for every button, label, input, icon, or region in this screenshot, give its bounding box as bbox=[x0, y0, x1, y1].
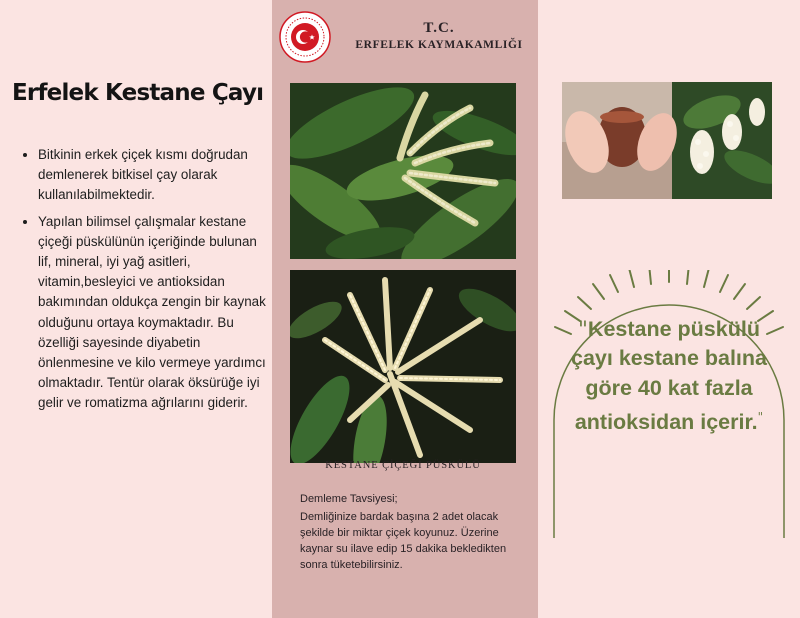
org-name: ERFELEK KAYMAKAMLIĞI bbox=[355, 39, 523, 51]
organization-header bbox=[344, 20, 534, 51]
quote-text bbox=[560, 315, 778, 438]
bullet-item: • Bitkinin erkek çiçek kısmı doğrudan demlenerek bitkisel çay olarak kullanılabilmektedir. bbox=[38, 145, 268, 206]
page-title: Erfelek Kestane Çayı bbox=[12, 80, 264, 106]
tea-cup-hands-photo bbox=[562, 82, 772, 199]
government-seal-icon bbox=[279, 11, 331, 63]
photo-caption: KESTANE ÇİÇEĞİ PÜSKÜLÜ bbox=[325, 460, 481, 471]
chestnut-flower-photo bbox=[290, 83, 516, 259]
org-line-1: T.C. bbox=[423, 20, 455, 36]
info-bullet-list bbox=[18, 145, 268, 420]
brewing-instructions: Demliğinize bardak başına 2 adet olacak şekilde bir miktar çiçek koyunuz. Üzerine kaynar su ilave edip 15 dakika bekledikten sonra tüketebilirsiniz. bbox=[300, 511, 507, 571]
right-panel bbox=[538, 0, 800, 618]
quote-open-mark: " bbox=[578, 317, 588, 342]
brewing-title: Demleme Tavsiyesi; bbox=[300, 493, 398, 505]
bullet-item: • Yapılan bilimsel çalışmalar kestane çiçeği püskülünün içeriğinde bulunan lif, mineral, iyi yağ asitleri, vitamin,besleyici ve antioksidan bakımından oldukça zengin bir kaynak olduğunu ortaya koymaktadır. Bu özelliği sayesinde diyabetin önlenmesine ve kilo vermeye yardımcı olmaktadır. Tentür olarak öksürüğe iyi gelir ve romatizma ağrılarını giderir. bbox=[38, 212, 268, 414]
left-panel bbox=[0, 0, 272, 618]
chestnut-catkin-photo bbox=[290, 270, 516, 463]
quote-body: Kestane püskülü çayı kestane balına göre 40 kat fazla antioksidan içerir. bbox=[571, 317, 767, 435]
quote-close-mark: " bbox=[757, 410, 764, 425]
middle-panel bbox=[272, 0, 538, 618]
